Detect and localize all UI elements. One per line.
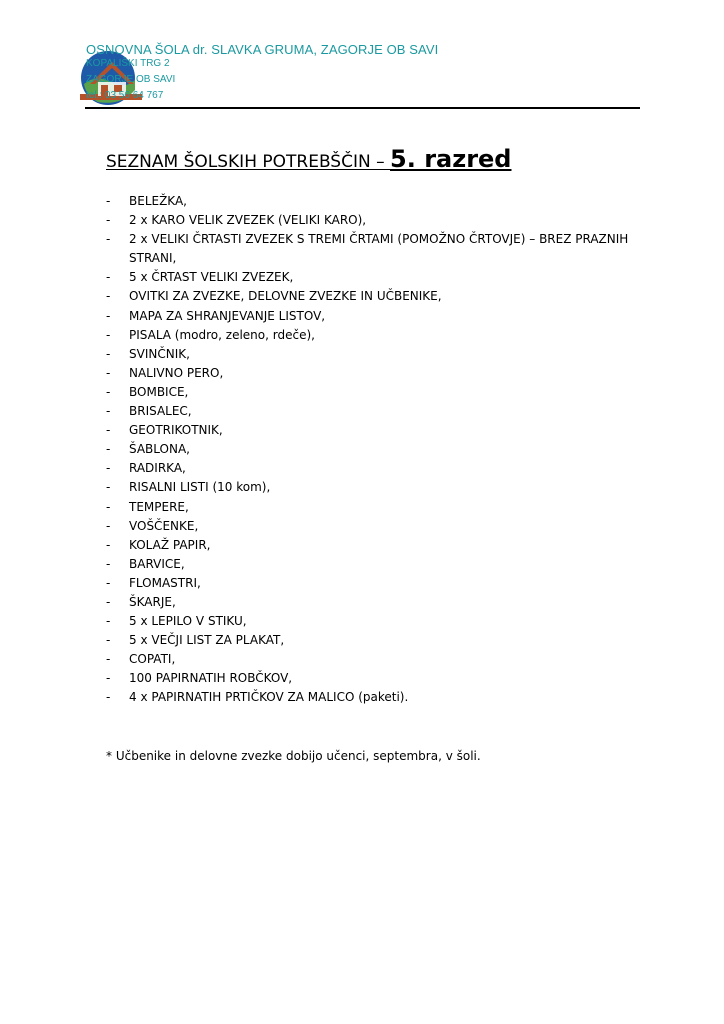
list-item: - BOMBICE, [106, 383, 646, 402]
list-item: - RISALNI LISTI (10 kom), [106, 478, 646, 497]
list-item: - BRISALEC, [106, 402, 646, 421]
school-name: OSNOVNA ŠOLA dr. SLAVKA GRUMA, ZAGORJE OB SAVI [86, 42, 439, 57]
list-item: - TEMPERE, [106, 498, 646, 517]
title-main: SEZNAM ŠOLSKIH POTREBŠČIN – [106, 152, 391, 172]
list-item: - GEOTRIKOTNIK, [106, 421, 646, 440]
list-item: - 100 PAPIRNATIH ROBČKOV, [106, 669, 646, 688]
list-item: - SVINČNIK, [106, 345, 646, 364]
list-item: - KOLAŽ PAPIR, [106, 536, 646, 555]
header-divider [85, 107, 640, 109]
list-item: - BELEŽKA, [106, 192, 646, 211]
list-item: - RADIRKA, [106, 459, 646, 478]
list-item: - 5 x ČRTAST VELIKI ZVEZEK, [106, 268, 646, 287]
list-item: - OVITKI ZA ZVEZKE, DELOVNE ZVEZKE IN UČBENIKE, [106, 287, 646, 306]
letterhead [0, 0, 724, 120]
list-item: - PISALA (modro, zeleno, rdeče), [106, 326, 646, 345]
list-item: - NALIVNO PERO, [106, 364, 646, 383]
list-item: - 2 x VELIKI ČRTASTI ZVEZEK S TREMI ČRTAMI (POMOŽNO ČRTOVJE) – BREZ PRAZNIH STRANI, [106, 230, 646, 268]
list-item: - 5 x LEPILO V STIKU, [106, 612, 646, 631]
title-grade: 5. razred [390, 145, 512, 173]
footnote: * Učbenike in delovne zvezke dobijo učenci, septembra, v šoli. [106, 749, 481, 763]
list-item: - 2 x KARO VELIK ZVEZEK (VELIKI KARO), [106, 211, 646, 230]
list-item: - 4 x PAPIRNATIH PRTIČKOV ZA MALICO (paketi). [106, 688, 646, 707]
list-item: - BARVICE, [106, 555, 646, 574]
list-item: - COPATI, [106, 650, 646, 669]
school-city: ZAGORJE OB SAVI [86, 74, 176, 85]
school-street: KOPALIŠKI TRG 2 [86, 58, 170, 69]
list-item: - VOŠČENKE, [106, 517, 646, 536]
list-item: - 5 x VEČJI LIST ZA PLAKAT, [106, 631, 646, 650]
page-title [106, 145, 511, 173]
supplies-list [106, 192, 646, 708]
list-item: - ŠABLONA, [106, 440, 646, 459]
list-item: - FLOMASTRI, [106, 574, 646, 593]
school-phone: tel.: 03 56 64 767 [86, 90, 164, 101]
list-item: - ŠKARJE, [106, 593, 646, 612]
list-item: - MAPA ZA SHRANJEVANJE LISTOV, [106, 307, 646, 326]
